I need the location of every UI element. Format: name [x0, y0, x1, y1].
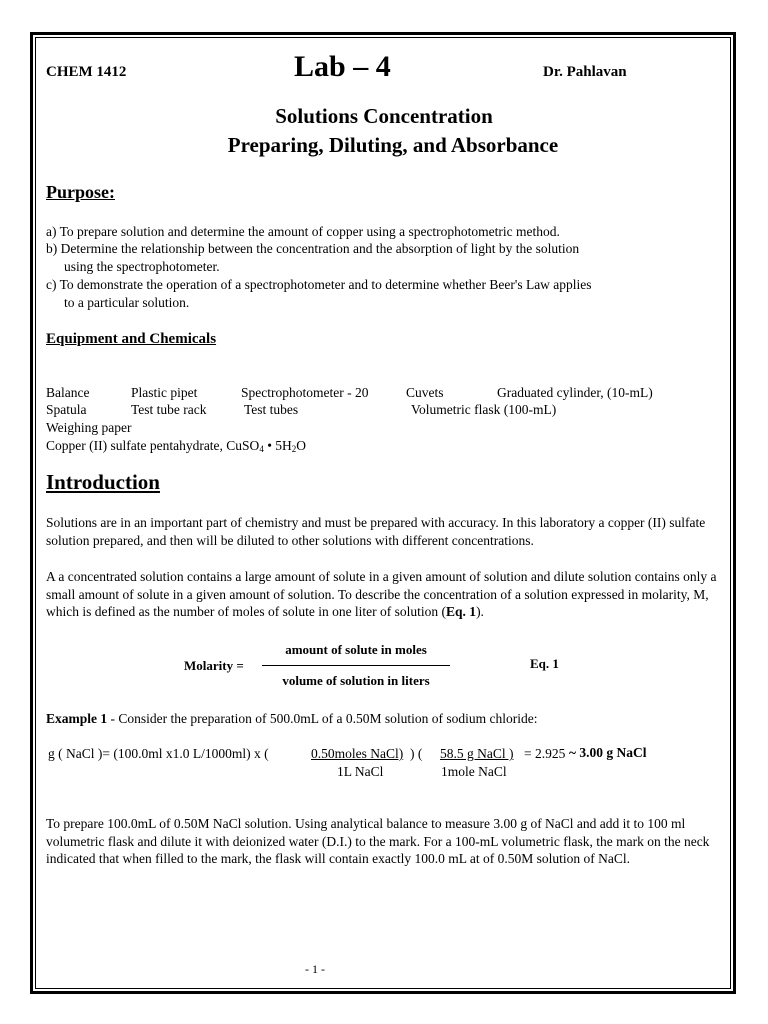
purpose-heading: Purpose:	[46, 182, 115, 202]
purpose-item-b-cont: using the spectrophotometer.	[64, 259, 220, 274]
closing-paragraph: To prepare 100.0mL of 0.50M NaCl solution. Using analytical balance to measure 3.00 g of NaCl and add it to 100 ml volumetric flask and dilute it with deionized water (D.I.) to the mark. For a 100-mL volumetric flask, the mark on the neck indicated that when filled to the mark, the flask will contain exactly 100.0 mL at of 0.50M solution of NaCl.	[46, 816, 710, 866]
equipment-weighing-paper: Weighing paper	[46, 420, 132, 435]
introduction-paragraph-2: A a concentrated solution contains a large amount of solute in a given amount of solution and dilute solution contains only a small amount of solute in a given amount of solution. To describe the concentration of a solution expressed in molarity, M, which is defined as the number of moles of solute in one liter of solution (Eq. 1).	[46, 569, 717, 619]
equipment-test-tubes: Test tubes	[244, 402, 299, 417]
equipment-cuvets: Cuvets	[406, 385, 444, 400]
instructor-name: Dr. Pahlavan	[543, 64, 627, 80]
equipment-plastic-pipet: Plastic pipet	[131, 385, 198, 400]
equation-lhs: Molarity =	[184, 658, 244, 673]
equipment-spectrophotometer: Spectrophotometer - 20	[241, 385, 369, 400]
example-frac2-numerator: 58.5 g NaCl )	[440, 746, 514, 761]
page-title: Solutions Concentration	[275, 104, 493, 128]
equation-denominator: volume of solution in liters	[282, 673, 430, 688]
equipment-heading: Equipment and Chemicals	[46, 331, 217, 347]
course-code: CHEM 1412	[46, 64, 127, 80]
example-frac1-numerator: 0.50moles NaCl)	[311, 746, 404, 761]
example-statement: Example 1 - Consider the preparation of 500.0mL of a 0.50M solution of sodium chloride:	[46, 711, 538, 726]
equipment-copper-sulfate: Copper (II) sulfate pentahydrate, CuSO$_4$ • $5H_2O$	[46, 438, 307, 454]
equipment-volumetric-flask: Volumetric flask (100-mL)	[411, 402, 557, 417]
purpose-item-c: c) To demonstrate the operation of a spectrophotometer and to determine whether Beer's Law applies	[46, 277, 592, 292]
example-calc-mid: ) (	[410, 746, 423, 761]
purpose-item-c-cont: to a particular solution.	[64, 295, 190, 310]
example-frac2-denominator: 1mole NaCl	[441, 764, 507, 779]
example-frac1-denominator: 1L NaCl	[337, 764, 384, 779]
introduction-paragraph-1: Solutions are in an important part of chemistry and must be prepared with accuracy. In this laboratory a copper (II) sulfate solution prepared, and then will be diluted to other solutions with different concentrations.	[46, 515, 706, 548]
purpose-item-b: b) Determine the relationship between the concentration and the absorption of light by the solution	[46, 241, 580, 256]
example-calc-start: g ( NaCl )= (100.0ml x1.0 L/1000ml) x (	[48, 746, 269, 761]
equation-fraction-bar	[262, 665, 450, 666]
equipment-spatula: Spatula	[46, 402, 87, 417]
equipment-balance: Balance	[46, 385, 90, 400]
equation-label: Eq. 1	[530, 656, 559, 671]
page-subtitle: Preparing, Diluting, and Absorbance	[227, 133, 559, 157]
introduction-heading: Introduction	[46, 470, 160, 494]
equipment-test-tube-rack: Test tube rack	[131, 402, 207, 417]
lab-title: Lab – 4	[294, 50, 391, 83]
example-result: ~ 3.00 g NaCl	[569, 745, 647, 760]
equation-numerator: amount of solute in moles	[285, 642, 427, 657]
purpose-item-a: a) To prepare solution and determine the amount of copper using a spectrophotometric method.	[46, 224, 560, 239]
example-calc-end: = 2.925	[524, 746, 566, 761]
equipment-graduated-cylinder: Graduated cylinder, (10-mL)	[497, 385, 653, 400]
page-number: - 1 -	[305, 962, 325, 976]
